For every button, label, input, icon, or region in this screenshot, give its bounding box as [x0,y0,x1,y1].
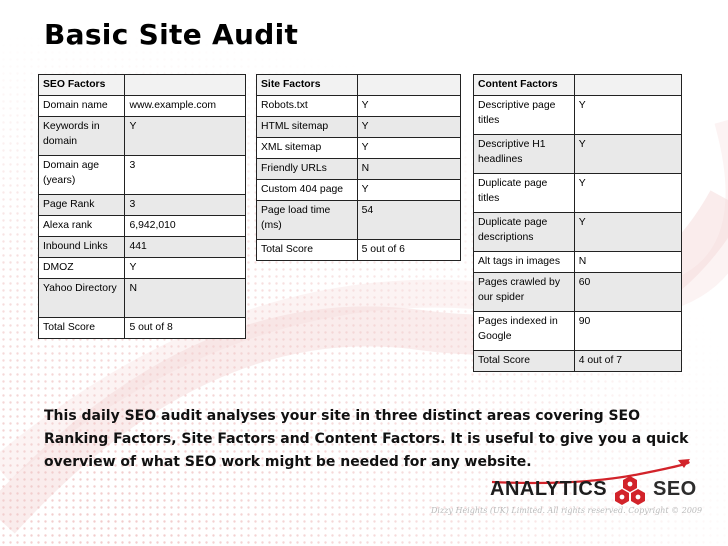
table-header-row [39,75,246,96]
factor-label: Domain age (years) [39,156,125,195]
total-score-row [39,318,246,339]
table-row [257,117,461,138]
factor-label: Total Score [39,318,125,339]
factor-value: 5 out of 8 [125,318,246,339]
factor-label: Friendly URLs [257,159,358,180]
table-row [257,180,461,201]
factor-label: Robots.txt [257,96,358,117]
table-row [257,201,461,240]
factor-label: DMOZ [39,258,125,279]
analytics-seo-logo [490,474,697,508]
factor-label: Duplicate page descriptions [474,213,575,252]
factor-label: Alt tags in images [474,252,575,273]
factor-label: Page Rank [39,195,125,216]
factor-value: Y [357,96,460,117]
total-score-row [257,240,461,261]
factor-value: 441 [125,237,246,258]
factor-value: 60 [574,273,681,312]
factor-label: Duplicate page titles [474,174,575,213]
factor-value: 54 [357,201,460,240]
table-header-row [257,75,461,96]
factor-label: Custom 404 page [257,180,358,201]
hexagon-cluster-icon [613,475,647,507]
table-row [39,216,246,237]
factor-label: Domain name [39,96,125,117]
factor-label: Pages indexed in Google [474,312,575,351]
factor-value: Y [357,180,460,201]
audit-description: This daily SEO audit analyses your site in three distinct areas covering SEO Ranking Factors, Site Factors and Content Factors. It is useful to give you a quick overview of what SEO work might be needed for any website. [44,408,689,470]
table-row [474,135,682,174]
factor-value: N [357,159,460,180]
factor-label: Page load time (ms) [257,201,358,240]
factor-label: Pages crawled by our spider [474,273,575,312]
factor-value: Y [125,117,246,156]
factor-label: Total Score [474,351,575,372]
factor-label: Keywords in domain [39,117,125,156]
table-row [39,279,246,318]
factor-label: HTML sitemap [257,117,358,138]
header-blank-cell [357,75,460,96]
table-row [474,174,682,213]
table-row [39,195,246,216]
table-row [474,273,682,312]
factor-value: N [574,252,681,273]
seo-factors-table [38,74,246,339]
seo-factors-header: SEO Factors [39,75,125,96]
table-row [39,156,246,195]
factor-label: Descriptive page titles [474,96,575,135]
factor-value: 5 out of 6 [357,240,460,261]
site-factors-header: Site Factors [257,75,358,96]
factor-label: Descriptive H1 headlines [474,135,575,174]
factor-label: Inbound Links [39,237,125,258]
table-row [39,237,246,258]
table-header-row [474,75,682,96]
site-factors-table [256,74,461,261]
factor-label: Alexa rank [39,216,125,237]
factor-label: Yahoo Directory [39,279,125,318]
table-row [257,96,461,117]
table-row [474,96,682,135]
table-row [474,312,682,351]
table-row [39,117,246,156]
factor-value: 6,942,010 [125,216,246,237]
factor-value: Y [357,138,460,159]
table-row [257,159,461,180]
table-row [257,138,461,159]
logo-text-analytics: ANALYTICS [490,478,608,500]
table-row [474,252,682,273]
factor-value: Y [574,174,681,213]
factor-value: 3 [125,156,246,195]
logo-text-seo: SEO [653,478,697,500]
table-row [39,258,246,279]
content-factors-header: Content Factors [474,75,575,96]
factor-value: N [125,279,246,318]
factor-label: XML sitemap [257,138,358,159]
factor-value: 90 [574,312,681,351]
total-score-row [474,351,682,372]
page-title: Basic Site Audit [44,18,299,51]
factor-value: Y [125,258,246,279]
factor-label: Total Score [257,240,358,261]
table-row [39,96,246,117]
header-blank-cell [125,75,246,96]
factor-value: 3 [125,195,246,216]
factor-value: Y [574,213,681,252]
copyright-notice: Dizzy Heights (UK) Limited. All rights reserved. Copyright © 2009 [431,506,703,515]
table-row [474,213,682,252]
factor-value: 4 out of 7 [574,351,681,372]
factor-value: Y [357,117,460,138]
content-factors-table [473,74,682,372]
factor-value: Y [574,96,681,135]
factor-value: www.example.com [125,96,246,117]
header-blank-cell [574,75,681,96]
factor-value: Y [574,135,681,174]
